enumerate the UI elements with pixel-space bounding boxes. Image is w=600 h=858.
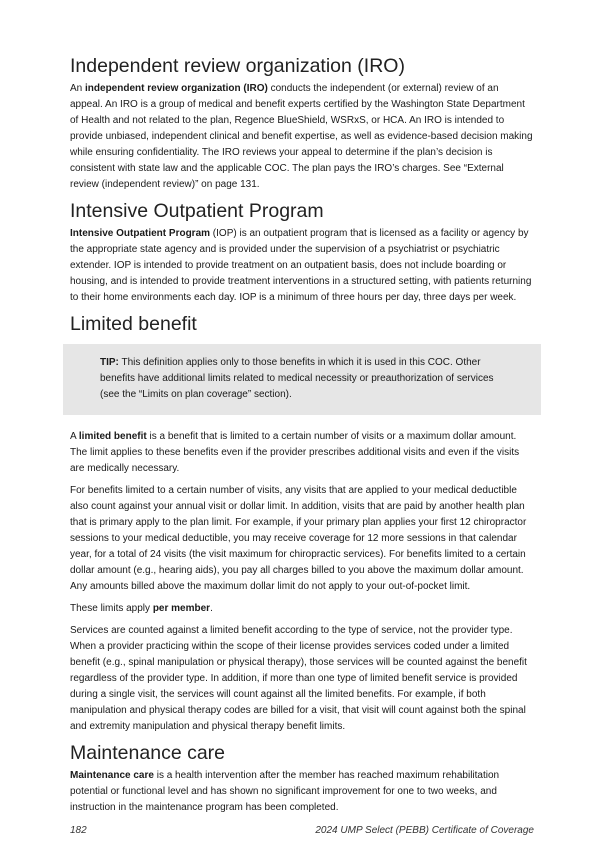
paragraph-iro: An independent review organization (IRO) conducts the independent (or external) review of an appeal. An IRO is a group of medical and benefit experts certified by the Washington State Department of Health and not related to the plan, Regence BlueShield, WSRxS, or HCA. An IRO is intended to provide unbiased, independent clinical and benefit expertise, as well as evidence-based decision making while ensuring confidentiality. The IRO reviews your appeal to determine if the plan’s decision is consistent with state law and the applicable COC. The plan pays the IRO’s charges. See “External review (independent review)” on page 131.	[70, 83, 533, 190]
paragraph-per-member: These limits apply per member.	[70, 603, 213, 614]
paragraph-limited-benefit-definition: A limited benefit is a benefit that is limited to a certain number of visits or a maximum dollar amount. The limit applies to these benefits even if the provider prescribes additional visits and even if the visits are medically necessary.	[70, 431, 520, 474]
paragraph-visit-limits: For benefits limited to a certain number of visits, any visits that are applied to your medical deductible also count against your annual visit or dollar limit. In addition, visits that are paid by another health plan that is primary apply to the plan limit. For example, if your primary plan applies your first 12 chiropractor sessions to your medical deductible, you may receive coverage for 12 more sessions in that calendar year, for a total of 24 visits (the visit maximum for chiropractic services). For benefits limited to a certain dollar amount (e.g., hearing aids), you pay all charges billed to you above the maximum dollar amount. Any amounts billed above the maximum dollar limit do not apply to your out-of-pocket limit.	[70, 485, 527, 592]
paragraph-maintenance-care: Maintenance care is a health intervention after the member has reached maximum rehabilitation potential or functional level and has shown no significant improvement for one to two weeks, and instruction in the maintenance program has been completed.	[70, 770, 500, 813]
heading-limited-benefit: Limited benefit	[70, 313, 197, 335]
page-number: 182	[70, 825, 87, 836]
tip-box	[63, 344, 541, 415]
heading-iop: Intensive Outpatient Program	[70, 200, 324, 222]
document-title: 2024 UMP Select (PEBB) Certificate of Coverage	[315, 825, 534, 836]
tip-text: TIP: This definition applies only to those benefits in which it is used in this COC. Other benefits have additional limits related to medical necessity or preauthorization of services (see the “Limits on plan coverage” section).	[100, 357, 494, 400]
paragraph-service-counting: Services are counted against a limited benefit according to the type of service, not the provider type. When a provider practicing within the scope of their license provides services coded under a limited benefit (e.g., spinal manipulation or physical therapy), those services will be counted against the benefit regardless of the provider type. In addition, if more than one type of limited benefit service is provided during a single visit, the services will count against all the limited benefits. For example, if both manipulation and physical therapy codes are billed for a visit, that visit will count against both the spinal and extremity manipulation and physical therapy benefit limits.	[70, 625, 527, 732]
heading-maintenance-care: Maintenance care	[70, 742, 226, 764]
page-footer	[70, 824, 534, 838]
paragraph-iop: Intensive Outpatient Program (IOP) is an outpatient program that is licensed as a facility or agency by the appropriate state agency and is provided under the supervision of a psychiatrist or psychiatric extender. IOP is intended to provide treatment on an outpatient basis, does not include boarding or housing, and is intended to provide treatment interventions in a structured setting, with patients returning to their home environments each day. IOP is a minimum of three hours per day, three days per week.	[70, 228, 532, 303]
heading-iro: Independent review organization (IRO)	[70, 55, 405, 77]
